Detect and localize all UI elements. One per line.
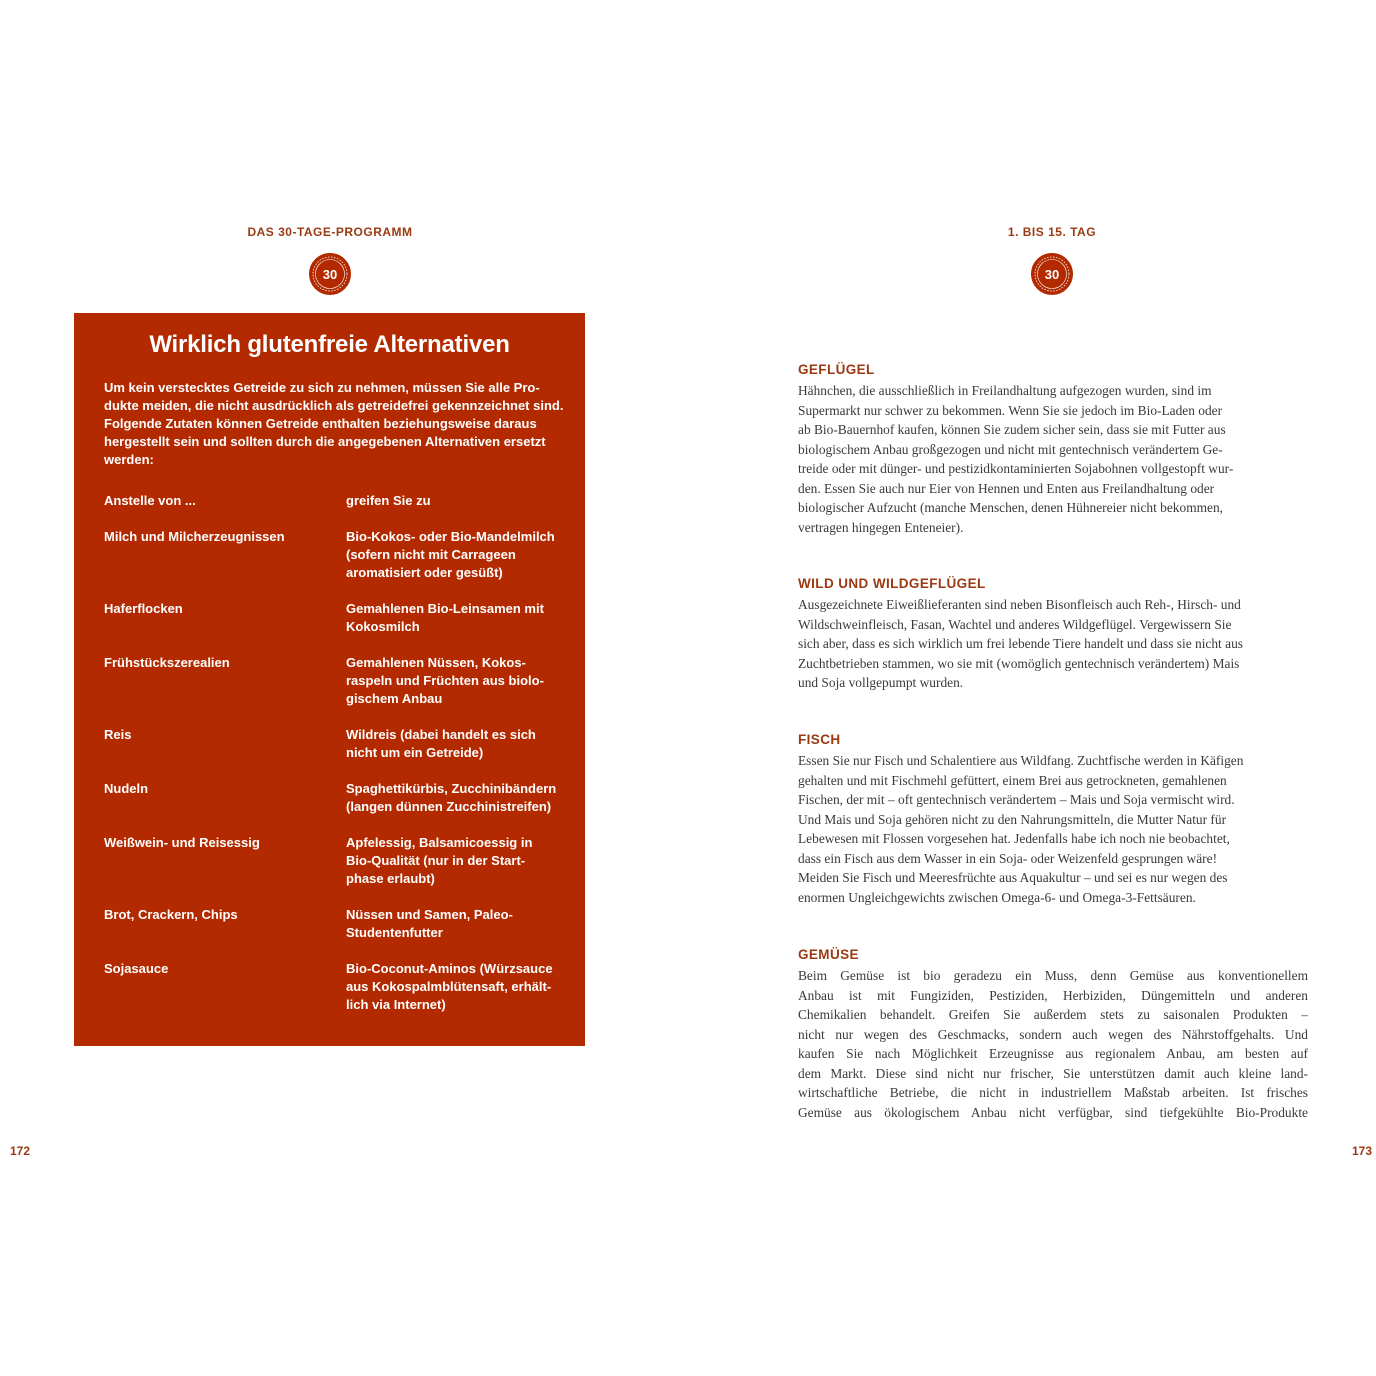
badge-icon [308,252,352,296]
alternative-cell: Bio-Coconut-Aminos (Würzsauce aus Kokospalmblütensaft, erhält- lich via Internet) [346,961,553,1012]
running-head-left: DAS 30-TAGE-PROGRAMM [247,225,413,239]
alternatives-box [74,313,585,1046]
section-body: Essen Sie nur Fisch und Schalentiere aus Wildfang. Zuchtfische werden in Käfigen gehalten und mit Fischmehl gefüttert, einem Brei aus getrockneten, gemahlenen Fischen, der mit – oft gentechnisch verändertem – Mais und Soja vermischt wird. Und Mais und Soja gehören nicht zu den Nahrungsmitteln, die Mutter Natur für Lebewesen mit Flossen vorgesehen hat. Jedenfalls habe ich noch nie beobachtet, dass ein Fisch aus dem Wasser in ein Soja- oder Weizenfeld gesprungen wäre! Meiden Sie Fisch und Meeresfrüchte aus Aquakultur – und sei es nur wegen des enormen Ungleichgewichts zwischen Omega-6- und Omega-3-Fettsäuren. [798,753,1244,905]
section-gefluegel [798,361,1308,537]
section-heading: FISCH [798,732,841,747]
alternative-cell: Gemahlenen Bio-Leinsamen mit Kokosmilch [346,601,544,634]
instead-of-cell: Weißwein- und Reisessig [104,835,260,850]
instead-of-cell: Brot, Crackern, Chips [104,907,238,922]
running-head-right: 1. BIS 15. TAG [1007,225,1097,239]
box-title: Wirklich glutenfreie Alternativen [149,331,510,358]
alternative-cell: Spaghettikürbis, Zucchinibändern (langen dünnen Zucchinistreifen) [346,781,557,814]
intro-line: werden: [104,452,154,467]
section-body: Ausgezeichnete Eiweißlieferanten sind neben Bisonfleisch auch Reh-, Hirsch- und Wildschweinfleisch, Fasan, Wachtel und anderes Wildgeflügel. Vergewissern Sie sich aber, dass es sich wirklich um frei lebende Tiere handelt und dass sie nicht aus Zuchtbetrieben stammen, wo sie mit (womöglich gentechnisch verändertem) Mais und Soja vollgepumpt wurden. [798,597,1243,690]
section-heading: GEFLÜGEL [798,362,875,377]
table-row [104,528,564,582]
table-row [104,960,564,1014]
page-number-right: 173 [1352,1144,1373,1158]
page-number-left: 172 [10,1144,31,1158]
badge-label: 30 [1044,267,1060,282]
intro-line: Folgende Zutaten können Getreide enthalten beziehungsweise daraus [104,416,537,431]
section-body: Beim Gemüse ist bio geradezu ein Muss, denn Gemüse aus konventionellem Anbau ist mit Fungiziden, Pestiziden, Herbiziden, Düngemitteln und anderen Chemikalien behandelt. Greifen Sie außerdem stets zu saisonalen Produkten – nicht nur wegen des Geschmacks, sondern auch wegen des Nährstoffgehalts. Und kaufen Sie nach Möglichkeit Erzeugnisse aus regionalem Anbau, am besten auf dem Markt. Diese sind nicht nur frischer, Sie unterstützen damit auch kleine land- wirtschaftliche Betriebe, die nicht in industriellem Maßstab arbeiten. Ist frisches Gemüse aus ökologischem Anbau nicht verfügbar, sind tiefgekühlte Bio-Produkte [798,968,1308,1120]
alternative-cell: Nüssen und Samen, Paleo- Studentenfutter [346,907,513,940]
table-row [104,834,564,888]
instead-of-cell: Reis [104,727,132,742]
box-intro [104,379,564,469]
alternative-cell: Bio-Kokos- oder Bio-Mandelmilch (sofern nicht mit Carrageen aromatisiert oder gesüßt) [346,529,555,580]
section-heading: WILD UND WILDGEFLÜGEL [798,576,986,591]
section-body: Hähnchen, die ausschließlich in Freilandhaltung aufgezogen wurden, sind im Supermarkt nur schwer zu bekommen. Wenn Sie sie jedoch im Bio-Laden oder ab Bio-Bauernhof kaufen, können Sie zudem sicher sein, dass sie mit Futter aus biologischem Anbau großgezogen und nicht mit gentechnisch verändertem Ge- treide oder mit dünger- und pestizidkontaminierten Sojabohnen vollgestopft wur- den. Essen Sie auch nur Eier von Hennen und Enten aus Freilandhaltung oder biologischer Aufzucht (manche Menschen, denen Hühnereier nicht bekommen, vertragen hingegen Enteneier). [798,383,1234,535]
instead-of-cell: Frühstückszerealien [104,655,230,670]
badge-label: 30 [322,267,338,282]
intro-line: Um kein verstecktes Getreide zu sich zu nehmen, müssen Sie alle Pro- [104,380,540,395]
alternative-cell: Gemahlenen Nüssen, Kokos- raspeln und Früchten aus biolo- gischem Anbau [346,655,544,706]
table-row [104,600,564,636]
header-col-a: Anstelle von ... [104,493,196,508]
alternative-cell: Wildreis (dabei handelt es sich nicht um ein Getreide) [346,727,536,760]
header-col-b: greifen Sie zu [346,493,431,508]
section-heading: GEMÜSE [798,947,859,962]
alternatives-table [104,492,564,1032]
section-gemuese [798,946,1308,1122]
instead-of-cell: Sojasauce [104,961,169,976]
instead-of-cell: Milch und Milcherzeugnissen [104,529,285,544]
section-fisch [798,731,1308,907]
badge-icon [1030,252,1074,296]
intro-line: dukte meiden, die nicht ausdrücklich als getreidefrei gekennzeichnet sind. [104,398,564,413]
alternative-cell: Apfelessig, Balsamicoessig in Bio-Qualität (nur in der Start- phase erlaubt) [346,835,533,886]
table-header-row [104,492,564,510]
intro-line: hergestellt sein und sollten durch die angegebenen Alternativen ersetzt [104,434,546,449]
table-row [104,906,564,942]
table-row [104,726,564,762]
table-row [104,780,564,816]
table-row [104,654,564,708]
instead-of-cell: Haferflocken [104,601,183,616]
instead-of-cell: Nudeln [104,781,149,796]
section-wild [798,575,1308,693]
